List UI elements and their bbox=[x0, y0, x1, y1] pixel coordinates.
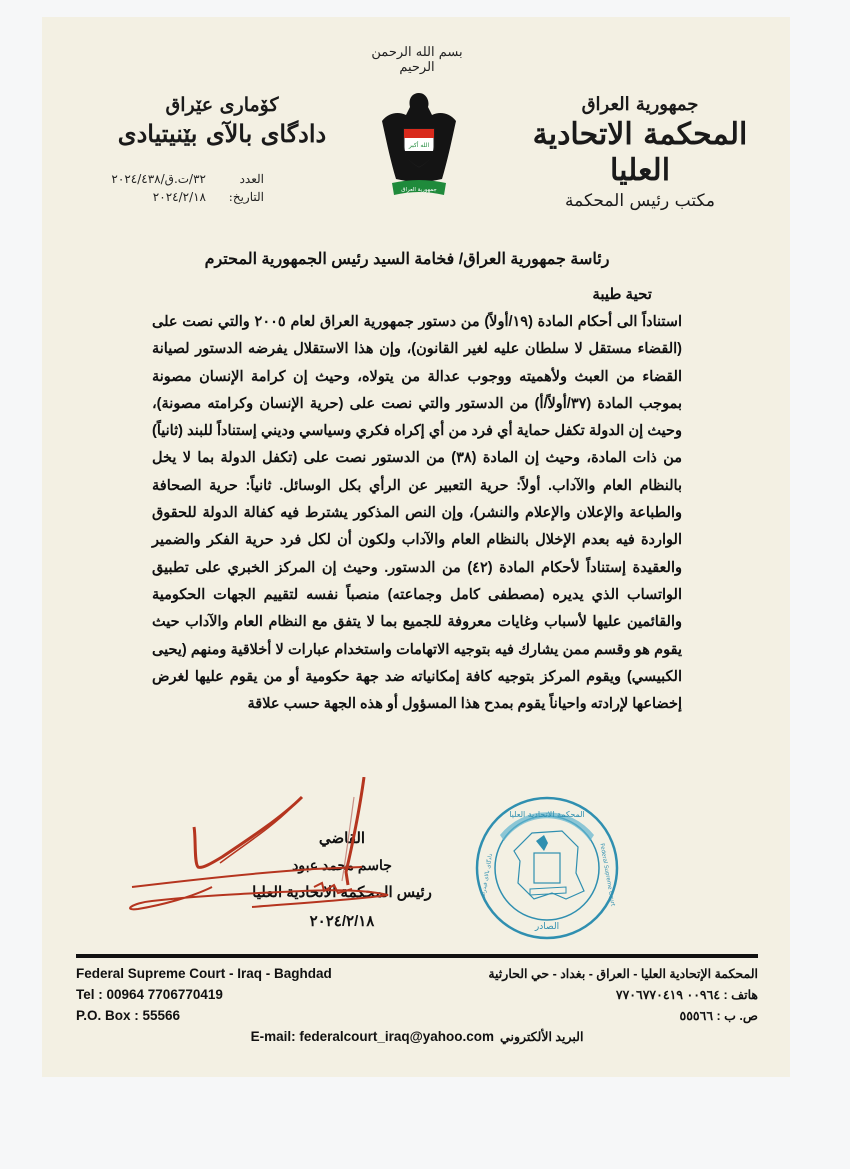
stamp-side-text-en: Federal Supreme Court bbox=[598, 842, 616, 907]
footer-divider bbox=[76, 954, 758, 958]
court-seal-icon bbox=[474, 795, 620, 941]
signer-name: جاسم محمد عبود bbox=[292, 857, 392, 873]
footer-email[interactable]: E-mail: federalcourt_iraq@yahoo.com bbox=[250, 1029, 495, 1044]
letter-page bbox=[42, 17, 790, 1077]
signature-date: ٢٠٢٤/٢/١٨ bbox=[309, 913, 375, 930]
reference-number-label: العدد bbox=[239, 172, 264, 186]
letterhead-kurdish bbox=[102, 93, 342, 151]
letter-footer bbox=[76, 963, 758, 1047]
footer-tel-ar: هاتف : ٠٠٩٦٤ ٧٧٠٦٧٧٠٤١٩ bbox=[615, 988, 758, 1002]
basmala: بسم الله الرحمن الرحيم bbox=[371, 45, 463, 75]
official-stamp bbox=[474, 795, 620, 941]
stamp-bottom-text: الصادر bbox=[534, 922, 560, 932]
signature-block bbox=[242, 827, 442, 937]
court-name-ar: المحكمة الاتحادية العليا bbox=[532, 117, 748, 188]
addressee: رئاسة جمهورية العراق/ فخامة السيد رئيس الجمهورية المحترم bbox=[204, 251, 610, 268]
footer-tel-en: Tel : 00964 7706770419 bbox=[76, 987, 223, 1002]
stamp-top-text: المحكمة الاتحادية العليا bbox=[509, 810, 585, 819]
letter-body bbox=[152, 249, 682, 718]
stamp-side-text-ku: دادگای بالای فیدرالی bbox=[479, 853, 495, 901]
reference-block bbox=[54, 170, 264, 206]
iraq-eagle-emblem-icon bbox=[378, 89, 460, 199]
country-name-ku: كۆماری عێراق bbox=[165, 94, 279, 116]
footer-address-ar: المحكمة الإتحادية العليا - العراق - بغداد - حي الحارثية bbox=[488, 967, 758, 981]
signer-title: القاضي bbox=[318, 830, 366, 847]
footer-address-en: Federal Supreme Court - Iraq - Baghdad bbox=[76, 966, 332, 981]
court-name-ku: دادگای بالآی بێنیتیادی bbox=[117, 119, 327, 148]
reference-date: ٢٠٢٤/٢/١٨ bbox=[152, 190, 206, 204]
signer-position: رئيس المحكمة الاتحادية العليا bbox=[252, 884, 432, 901]
letterhead-arabic bbox=[520, 93, 760, 213]
reference-date-label: التاريخ: bbox=[228, 190, 264, 204]
office-name-ar: مكتب رئيس المحكمة bbox=[565, 191, 715, 211]
footer-email-label-ar: البريد الألكتروني bbox=[500, 1030, 584, 1044]
emblem-motto: الله أكبر bbox=[408, 142, 430, 149]
footer-pobox-en: P.O. Box : 55566 bbox=[76, 1008, 181, 1023]
footer-pobox-ar: ص. ب : ٥٥٥٦٦ bbox=[679, 1009, 758, 1023]
emblem-label: جمهورية العراق bbox=[401, 187, 437, 193]
reference-number: ٣٢/ت.ق/٢٠٢٤/٤٣٨ bbox=[111, 172, 206, 186]
country-name-ar: جمهورية العراق bbox=[581, 94, 699, 115]
letter-paragraph: استناداً الى أحكام المادة (١٩/أولاً) من دستور جمهورية العراق لعام ٢٠٠٥ والتي نصت على (القضاء مستقل لا سلطان عليه لغير القانون)، وإن هذا الاستقلال يفرضه الدستور لصيانة القضاء من العبث ولأهميته ووجوب عدالة من يتولاه، وحيث إن كرامة الإنسان مصونة بموجب المادة (٣٧/أولاً/أ) من الدستور والتي نصت على (حرية الإنسان وكرامته مصونة)، وحيث إن الدولة تكفل حماية أي فرد من أي إكراه فكري وسياسي وديني إستناداً للبند (ثانياً) من ذات المادة، وحيث إن المادة (٣٨) من الدستور نصت على (تكفل الدولة بما لا يخل بالنظام العام والآداب. أولاً: حرية التعبير عن الرأي بكل الوسائل. ثانياً: حرية الصحافة والطباعة والإعلان والإعلام والنشر)، وإن النص المذكور يشترط فيه كفالة الدولة للحقوق الواردة فيه بعدم الإخلال بالنظام العام والآداب ولكون أن لكل فرد حرية الفكر والضمير والعقيدة إستناداً لأحكام المادة (٤٢) من الدستور. وحيث إن المركز الخبري على تطبيق الواتساب الذي يديره (مصطفى كامل وجماعته) منصباً نفسه لتقييم الجهات الحكومية والقائمين عليها لأسباب وغايات معروفة للجميع بما لا يتفق مع النظام العام والآداب حيث يقوم هو وقسم ممن يشارك فيه بتوجيه الاتهامات واستخدام عبارات لا أخلاقية ومنهم (يحيى الكبيسي) ويقوم المركز بتوجيه كافة إمكانياته ضد جهة حكومية أو من يقوم عليها لغرض إخضاعها لإرادته واحياناً يقوم بمدح هذا المسؤول أو هذه الجهة حسب علاقة bbox=[152, 314, 682, 713]
greeting: تحية طيبة bbox=[592, 286, 652, 303]
